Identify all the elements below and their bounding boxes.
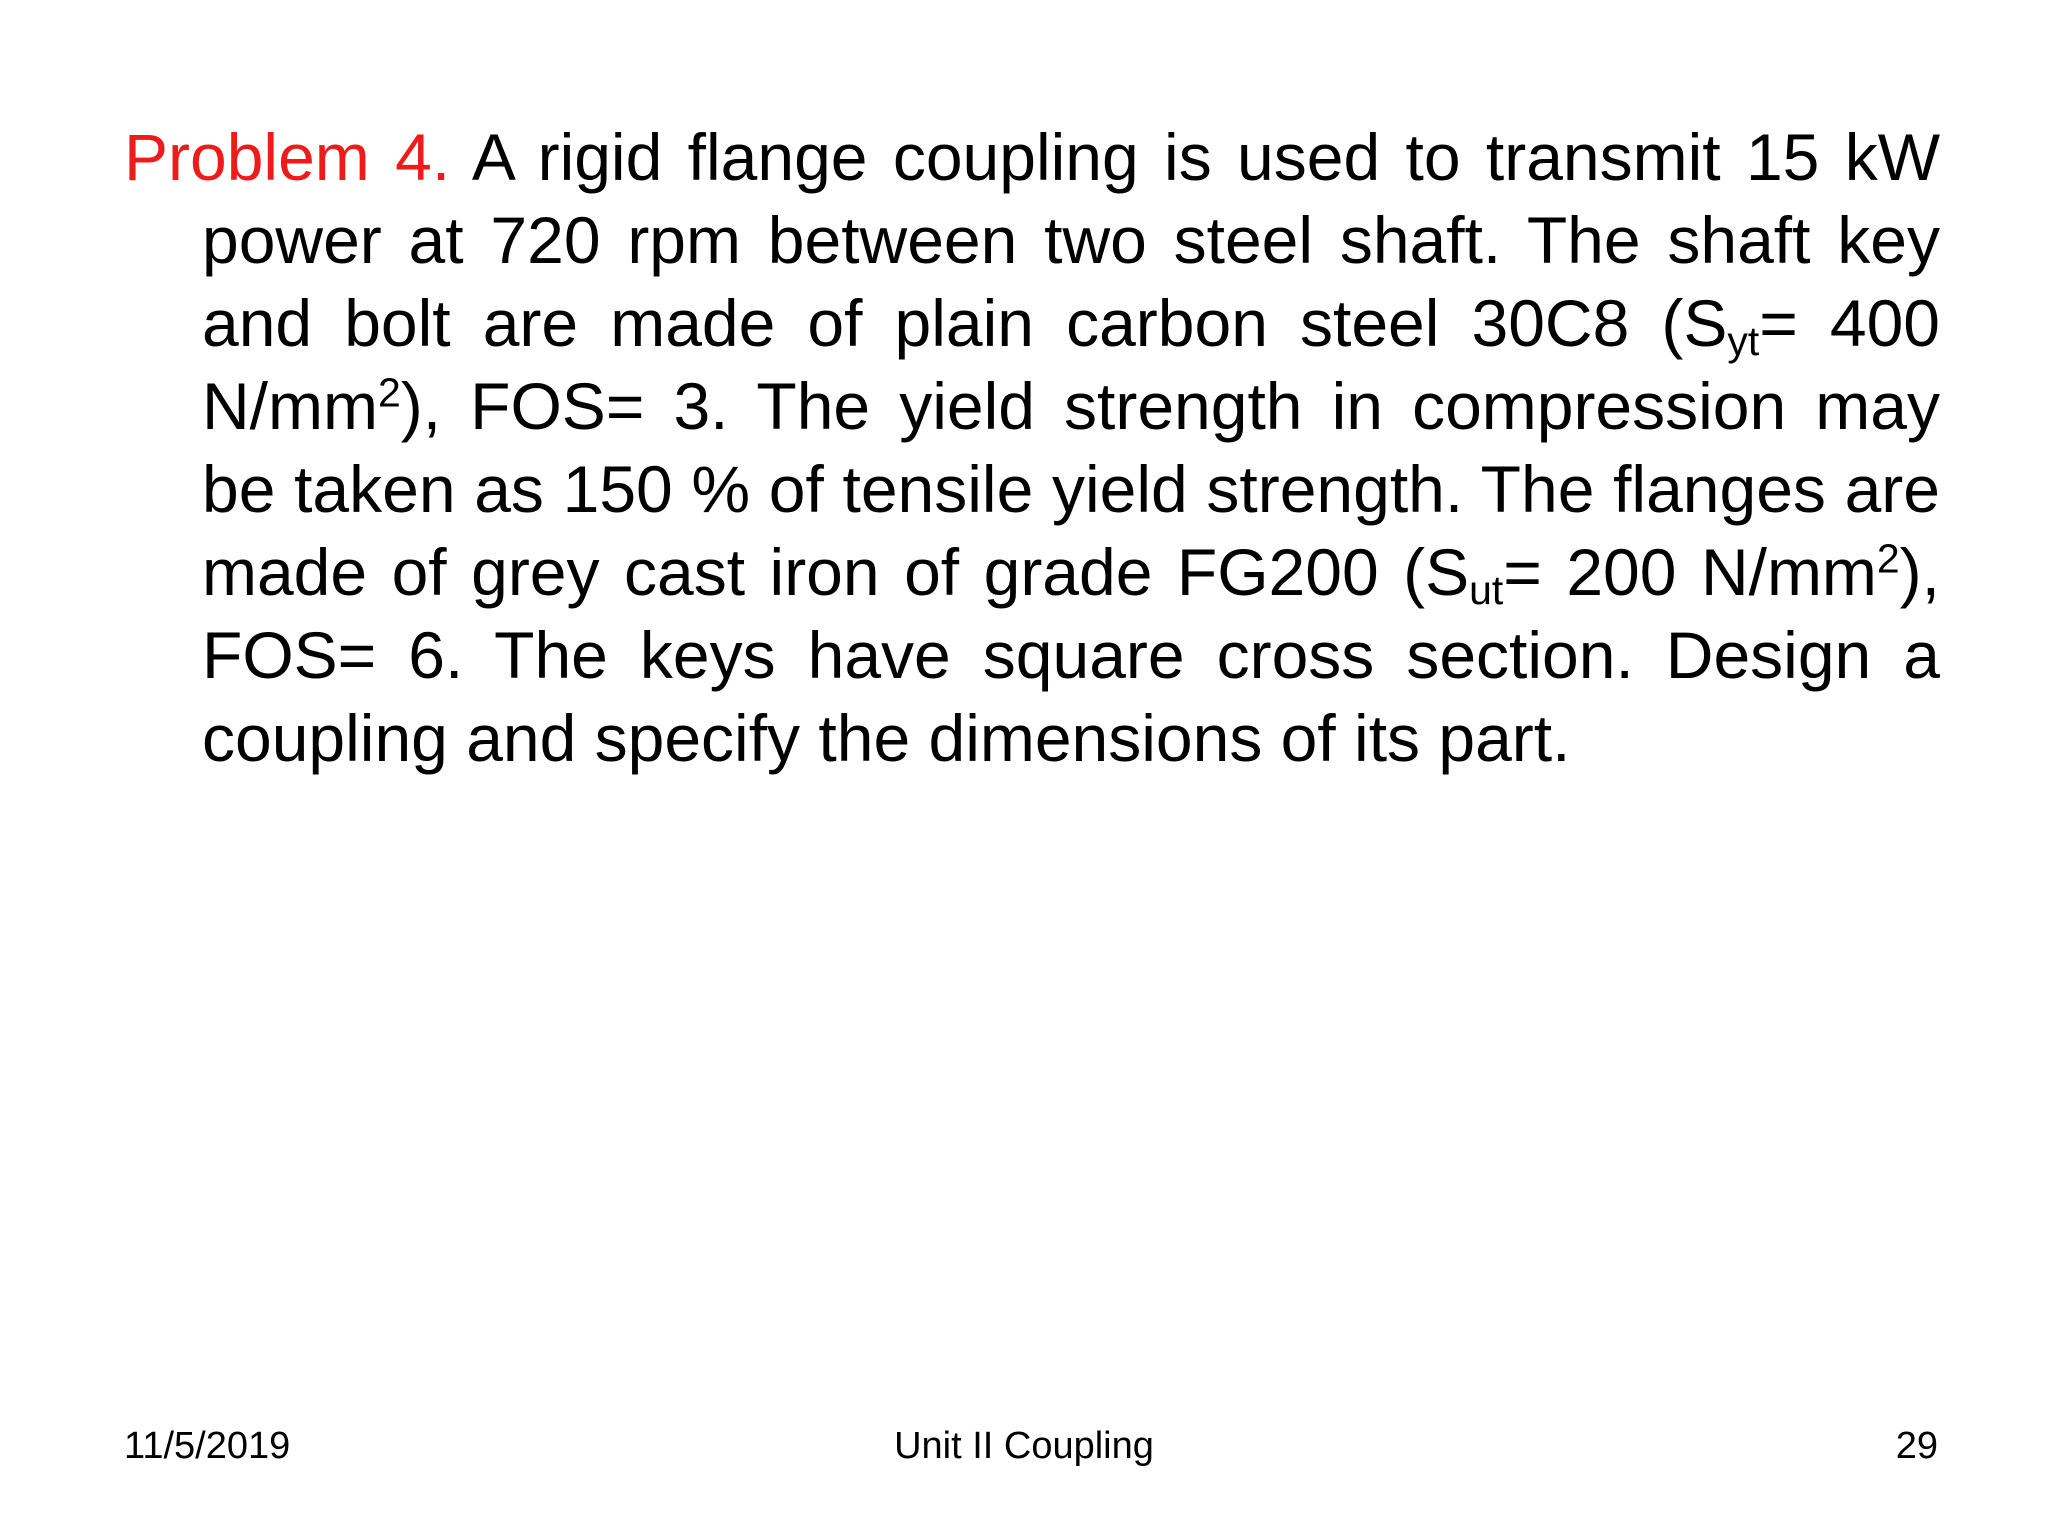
problem-text-part: = 400 N/mm [202,286,1940,443]
superscript-2: 2 [1876,535,1900,582]
problem-text-part: = 200 N/mm [1503,535,1877,609]
problem-text [124,116,1940,780]
problem-text-part: ), FOS= 3. The yield strength in compression may be taken as 150 % of tensile yield strength. The flanges are made of grey cast iron of grade FG200 (S [202,369,1940,609]
page-number: 29 [1895,1425,1938,1467]
superscript-2: 2 [377,369,401,416]
subscript-yt: yt [1727,318,1760,364]
problem-text-part: A rigid flange coupling is used to transmit 15 kW power at 720 rpm between two steel shaft. The shaft key and bolt are made of plain carbon steel 30C8 (S [202,120,1940,360]
footer-title: Unit II Coupling [894,1425,1154,1467]
subscript-ut: ut [1469,567,1504,613]
problem-label: Problem 4. [124,120,451,194]
problem-text-part: ), FOS= 6. The keys have square cross section. Design a coupling and specify the dimensions of its part. [202,535,1940,775]
footer-date: 11/5/2019 [124,1425,291,1467]
